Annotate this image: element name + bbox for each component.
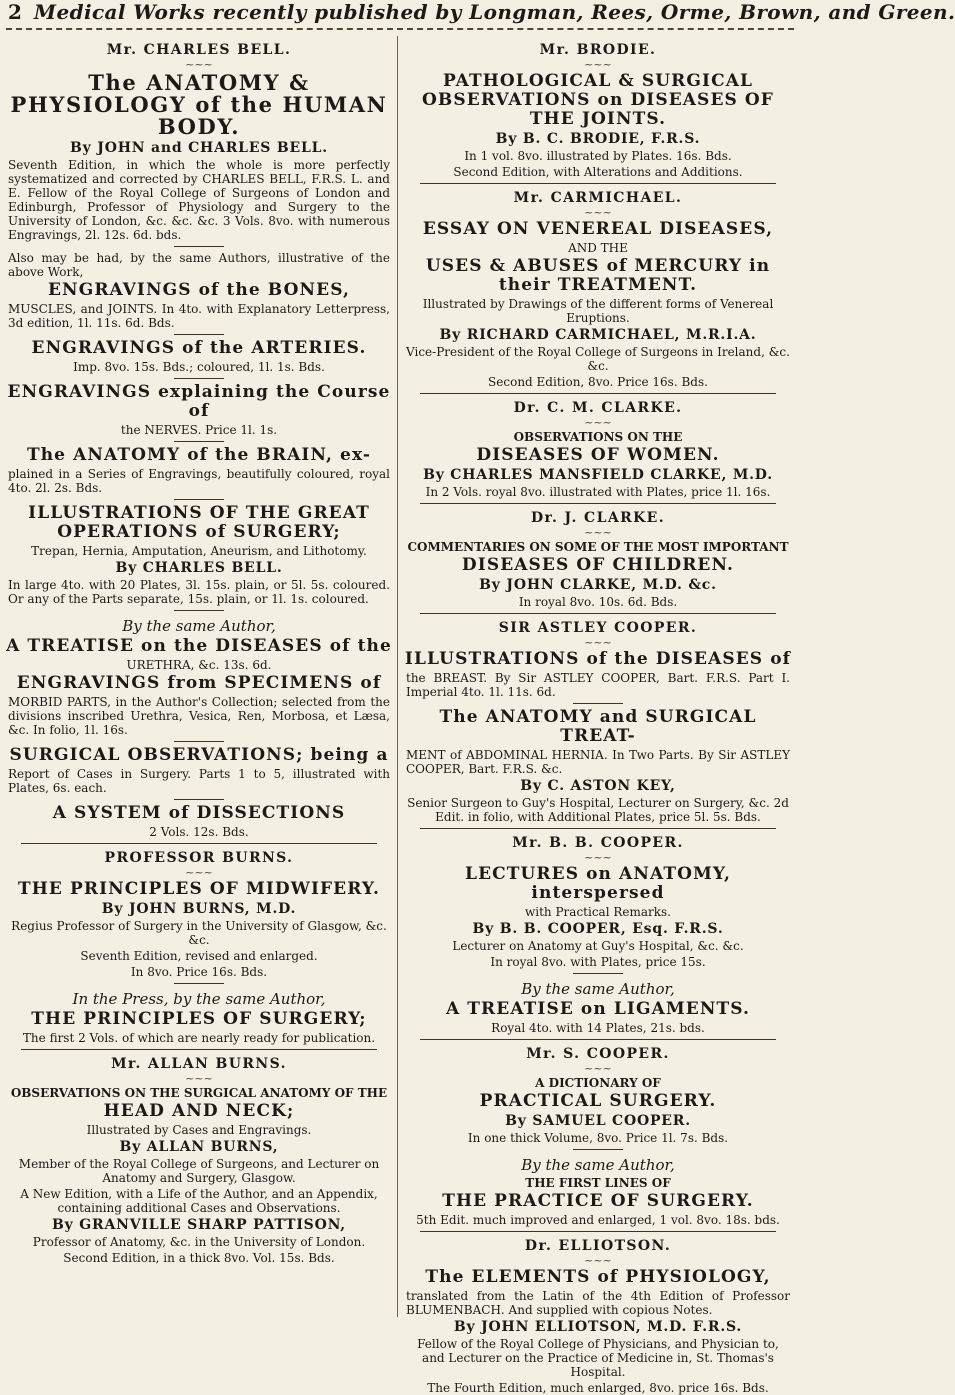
ornament-icon: ~~~: [584, 526, 612, 539]
book-title: OBSERVATIONS ON THE SURGICAL ANATOMY OF THE: [10, 1086, 388, 1100]
ornament-icon: ~~~: [584, 58, 612, 71]
section-rule: [21, 843, 376, 844]
book-title: The ANATOMY and SURGICAL TREAT-: [439, 707, 757, 746]
short-rule: [174, 799, 224, 800]
short-rule: [174, 334, 224, 335]
section-rule: [420, 613, 777, 614]
short-rule: [573, 703, 623, 704]
book-title: PRACTICAL SURGERY.: [479, 1091, 717, 1111]
section-rule: [420, 828, 777, 829]
book-description: Second Edition, 8vo. Price 16s. Bds.: [488, 375, 708, 389]
section-note: By the same Author,: [122, 617, 276, 635]
ornament-icon: ~~~: [584, 636, 612, 649]
ornament-icon: ~~~: [185, 1072, 213, 1085]
ornament-icon: ~~~: [584, 851, 612, 864]
author-heading: Mr. CHARLES BELL.: [106, 42, 292, 58]
section-rule: [420, 1039, 777, 1040]
author-heading: Mr. CARMICHAEL.: [513, 190, 683, 206]
book-author: By JOHN and CHARLES BELL.: [70, 140, 328, 156]
short-rule: [174, 741, 224, 742]
ornament-icon: ~~~: [584, 1062, 612, 1075]
section-rule: [420, 503, 777, 504]
author-heading: Dr. J. CLARKE.: [530, 510, 666, 526]
book-description: MUSCLES, and JOINTS. In 4to. with Explanatory Letterpress, 3d edition, 1l. 11s. 6d. Bds.: [8, 302, 390, 330]
header-ornament-rule: [6, 28, 794, 34]
book-author: By GRANVILLE SHARP PATTISON,: [52, 1217, 346, 1233]
book-title: A TREATISE on LIGAMENTS.: [445, 999, 751, 1019]
book-author: By C. ASTON KEY,: [520, 778, 676, 794]
book-description: In royal 8vo. with Plates, price 15s.: [490, 955, 706, 969]
book-title: The ANATOMY & PHYSIOLOGY of the HUMAN BODY.: [10, 70, 388, 139]
book-title: PATHOLOGICAL & SURGICAL OBSERVATIONS on DISEASES OF THE JOINTS.: [422, 71, 774, 129]
book-description: the NERVES. Price 1l. 1s.: [120, 423, 278, 437]
book-description: translated from the Latin of the 4th Edition of Professor BLUMENBACH. And supplied with copious Notes.: [406, 1289, 790, 1317]
section-rule: [420, 1231, 777, 1232]
author-heading: SIR ASTLEY COOPER.: [498, 620, 698, 636]
book-description: Illustrated by Drawings of the different forms of Venereal Eruptions.: [422, 297, 774, 325]
section-note: In the Press, by the same Author,: [72, 990, 326, 1008]
author-heading: Mr. B. B. COOPER.: [512, 835, 684, 851]
book-title: ESSAY ON VENEREAL DISEASES,: [422, 219, 774, 239]
book-author: By JOHN CLARKE, M.D. &c.: [479, 577, 717, 593]
book-description: MORBID PARTS, in the Author's Collection; selected from the divisions inscribed Urethra, Vesica, Ren, Morbosa, et Læsa, &c. In folio, 1l. 16s.: [8, 695, 390, 737]
book-description: Seventh Edition, revised and enlarged.: [80, 949, 318, 963]
book-title: OBSERVATIONS ON THE: [513, 430, 683, 444]
book-description: In one thick Volume, 8vo. Price 1l. 7s. Bds.: [467, 1131, 729, 1145]
book-description: plained in a Series of Engravings, beautifully coloured, royal 4to. 2l. 2s. Bds.: [8, 467, 390, 495]
book-title: ENGRAVINGS explaining the Course of: [7, 382, 391, 421]
book-description: Professor of Anatomy, &c. in the University of London.: [32, 1235, 366, 1249]
author-heading: Dr. C. M. CLARKE.: [513, 400, 683, 416]
book-description: Lecturer on Anatomy at Guy's Hospital, &c. &c.: [452, 939, 744, 953]
short-rule: [174, 378, 224, 379]
book-author: By B. B. COOPER, Esq. F.R.S.: [472, 921, 724, 937]
short-rule: [174, 983, 224, 984]
book-description: Vice-President of the Royal College of Surgeons in Ireland, &c. &c.: [406, 345, 790, 373]
book-description: Fellow of the Royal College of Physicians, and Physician to, and Lecturer on the Practice of Medicine in, St. Thomas's Hospital.: [417, 1337, 779, 1379]
section-rule: [21, 1049, 376, 1050]
ornament-icon: ~~~: [185, 58, 213, 71]
book-title-connector: AND THE: [568, 241, 628, 255]
book-description: Imp. 8vo. 15s. Bds.; coloured, 1l. 1s. Bds.: [73, 360, 325, 374]
book-description: In royal 8vo. 10s. 6d. Bds.: [518, 595, 678, 609]
section-rule: [420, 183, 777, 184]
book-description: Royal 4to. with 14 Plates, 21s. bds.: [491, 1021, 705, 1035]
book-note: Also may be had, by the same Authors, illustrative of the above Work,: [8, 251, 390, 279]
column-divider: [397, 36, 398, 1317]
book-description: Senior Surgeon to Guy's Hospital, Lecturer on Surgery, &c. 2d Edit. in folio, with Additional Plates, price 5l. 5s. Bds.: [407, 796, 789, 824]
section-note: By the same Author,: [521, 980, 675, 998]
book-title: DISEASES OF CHILDREN.: [461, 555, 735, 575]
book-title: ENGRAVINGS from SPECIMENS of: [16, 673, 382, 693]
page-header: [0, 0, 955, 24]
book-subtitle: with Practical Remarks.: [525, 905, 671, 919]
book-title: A TREATISE on the DISEASES of the: [6, 636, 392, 656]
author-heading: Dr. ELLIOTSON.: [524, 1238, 672, 1254]
author-heading: Mr. S. COOPER.: [526, 1046, 670, 1062]
book-title: HEAD AND NECK;: [103, 1101, 295, 1121]
book-description: Seventh Edition, in which the whole is more perfectly systematized and corrected by CHARLES BELL, F.R.S. L. and E. Fellow of the Royal College of Surgeons of London and Edinburgh, Professor of Physiology and Surgery to the University of London, &c. &c. &c. 3 Vols. 8vo. with numerous Engravings, 2l. 12s. 6d. bds.: [8, 158, 390, 242]
page-number: 2: [8, 0, 22, 24]
ornament-icon: ~~~: [185, 866, 213, 879]
book-title: A DICTIONARY OF: [535, 1076, 661, 1090]
book-title: ILLUSTRATIONS OF THE GREAT OPERATIONS of SURGERY;: [28, 503, 370, 542]
book-description: The Fourth Edition, much enlarged, 8vo. price 16s. Bds.: [427, 1381, 769, 1395]
book-description: Member of the Royal College of Surgeons, and Lecturer on Anatomy and Surgery, Glasgow.: [18, 1157, 380, 1185]
book-description: Second Edition, with Alterations and Additions.: [453, 165, 743, 179]
book-title: USES & ABUSES of MERCURY in their TREATMENT.: [425, 256, 771, 295]
book-author: By CHARLES BELL.: [115, 560, 283, 576]
book-description: In 8vo. Price 16s. Bds.: [130, 965, 268, 979]
author-heading: Mr. ALLAN BURNS.: [111, 1056, 287, 1072]
book-title: ENGRAVINGS of the ARTERIES.: [31, 338, 367, 358]
book-author: By B. C. BRODIE, F.R.S.: [495, 131, 701, 147]
book-description: In 1 vol. 8vo. illustrated by Plates. 16s. Bds.: [464, 149, 732, 163]
right-column: [404, 36, 792, 1395]
short-rule: [573, 973, 623, 974]
book-title: The ELEMENTS of PHYSIOLOGY,: [425, 1267, 771, 1287]
book-title: LECTURES on ANATOMY, interspersed: [465, 864, 731, 903]
book-title: THE PRACTICE OF SURGERY.: [442, 1191, 754, 1211]
book-description: 2 Vols. 12s. Bds.: [149, 825, 249, 839]
book-author: By RICHARD CARMICHAEL, M.R.I.A.: [439, 327, 757, 343]
book-description: URETHRA, &c. 13s. 6d.: [126, 658, 272, 672]
ornament-icon: ~~~: [584, 1254, 612, 1267]
book-description: MENT of ABDOMINAL HERNIA. In Two Parts. By Sir ASTLEY COOPER, Bart. F.R.S. &c.: [406, 748, 790, 776]
ornament-icon: ~~~: [584, 206, 612, 219]
book-description: Report of Cases in Surgery. Parts 1 to 5, illustrated with Plates, 6s. each.: [8, 767, 390, 795]
book-author: By SAMUEL COOPER.: [505, 1113, 691, 1129]
section-rule: [420, 393, 777, 394]
book-title: COMMENTARIES ON SOME OF THE MOST IMPORTANT: [407, 540, 789, 554]
book-description: the BREAST. By Sir ASTLEY COOPER, Bart. F.R.S. Part I. Imperial 4to. 1l. 11s. 6d.: [406, 671, 790, 699]
section-note: By the same Author,: [521, 1156, 675, 1174]
short-rule: [573, 1149, 623, 1150]
book-title: The ANATOMY of the BRAIN, ex-: [26, 445, 372, 465]
book-author: By JOHN ELLIOTSON, M.D. F.R.S.: [453, 1319, 743, 1335]
book-author: By CHARLES MANSFIELD CLARKE, M.D.: [423, 467, 773, 483]
book-title: THE FIRST LINES OF: [525, 1176, 671, 1190]
ornament-icon: ~~~: [584, 416, 612, 429]
book-title: A SYSTEM of DISSECTIONS: [52, 803, 346, 823]
book-description: Second Edition, in a thick 8vo. Vol. 15s. Bds.: [63, 1251, 335, 1265]
short-rule: [174, 441, 224, 442]
book-description: 5th Edit. much improved and enlarged, 1 vol. 8vo. 18s. bds.: [416, 1213, 780, 1227]
book-subtitle: Trepan, Hernia, Amputation, Aneurism, and Lithotomy.: [31, 544, 367, 558]
short-rule: [174, 610, 224, 611]
book-title: SURGICAL OBSERVATIONS; being a: [9, 745, 389, 765]
author-heading: Mr. BRODIE.: [539, 42, 657, 58]
book-subtitle: Illustrated by Cases and Engravings.: [86, 1123, 312, 1137]
book-description: Regius Professor of Surgery in the University of Glasgow, &c. &c.: [11, 919, 387, 947]
book-title: THE PRINCIPLES OF SURGERY;: [31, 1009, 367, 1029]
book-author: By JOHN BURNS, M.D.: [101, 901, 297, 917]
author-heading: PROFESSOR BURNS.: [104, 850, 294, 866]
left-column: [6, 36, 392, 1321]
short-rule: [174, 246, 224, 247]
book-title: ILLUSTRATIONS of the DISEASES of: [404, 649, 792, 669]
book-description: In large 4to. with 20 Plates, 3l. 15s. plain, or 5l. 5s. coloured. Or any of the Parts separate, 15s. plain, or 1l. 1s. coloured.: [8, 578, 390, 606]
book-description: The first 2 Vols. of which are nearly ready for publication.: [22, 1031, 376, 1045]
book-title: DISEASES OF WOMEN.: [476, 445, 720, 465]
book-author: By ALLAN BURNS,: [119, 1139, 279, 1155]
running-title: Medical Works recently published by Longman, Rees, Orme, Brown, and Green.: [33, 0, 955, 24]
book-description: A New Edition, with a Life of the Author, and an Appendix, containing additional Cases and Observations.: [20, 1187, 378, 1215]
short-rule: [174, 499, 224, 500]
book-title: THE PRINCIPLES OF MIDWIFERY.: [17, 879, 380, 899]
book-description: In 2 Vols. royal 8vo. illustrated with Plates, price 1l. 16s.: [425, 485, 771, 499]
book-title: ENGRAVINGS of the BONES,: [48, 280, 350, 300]
